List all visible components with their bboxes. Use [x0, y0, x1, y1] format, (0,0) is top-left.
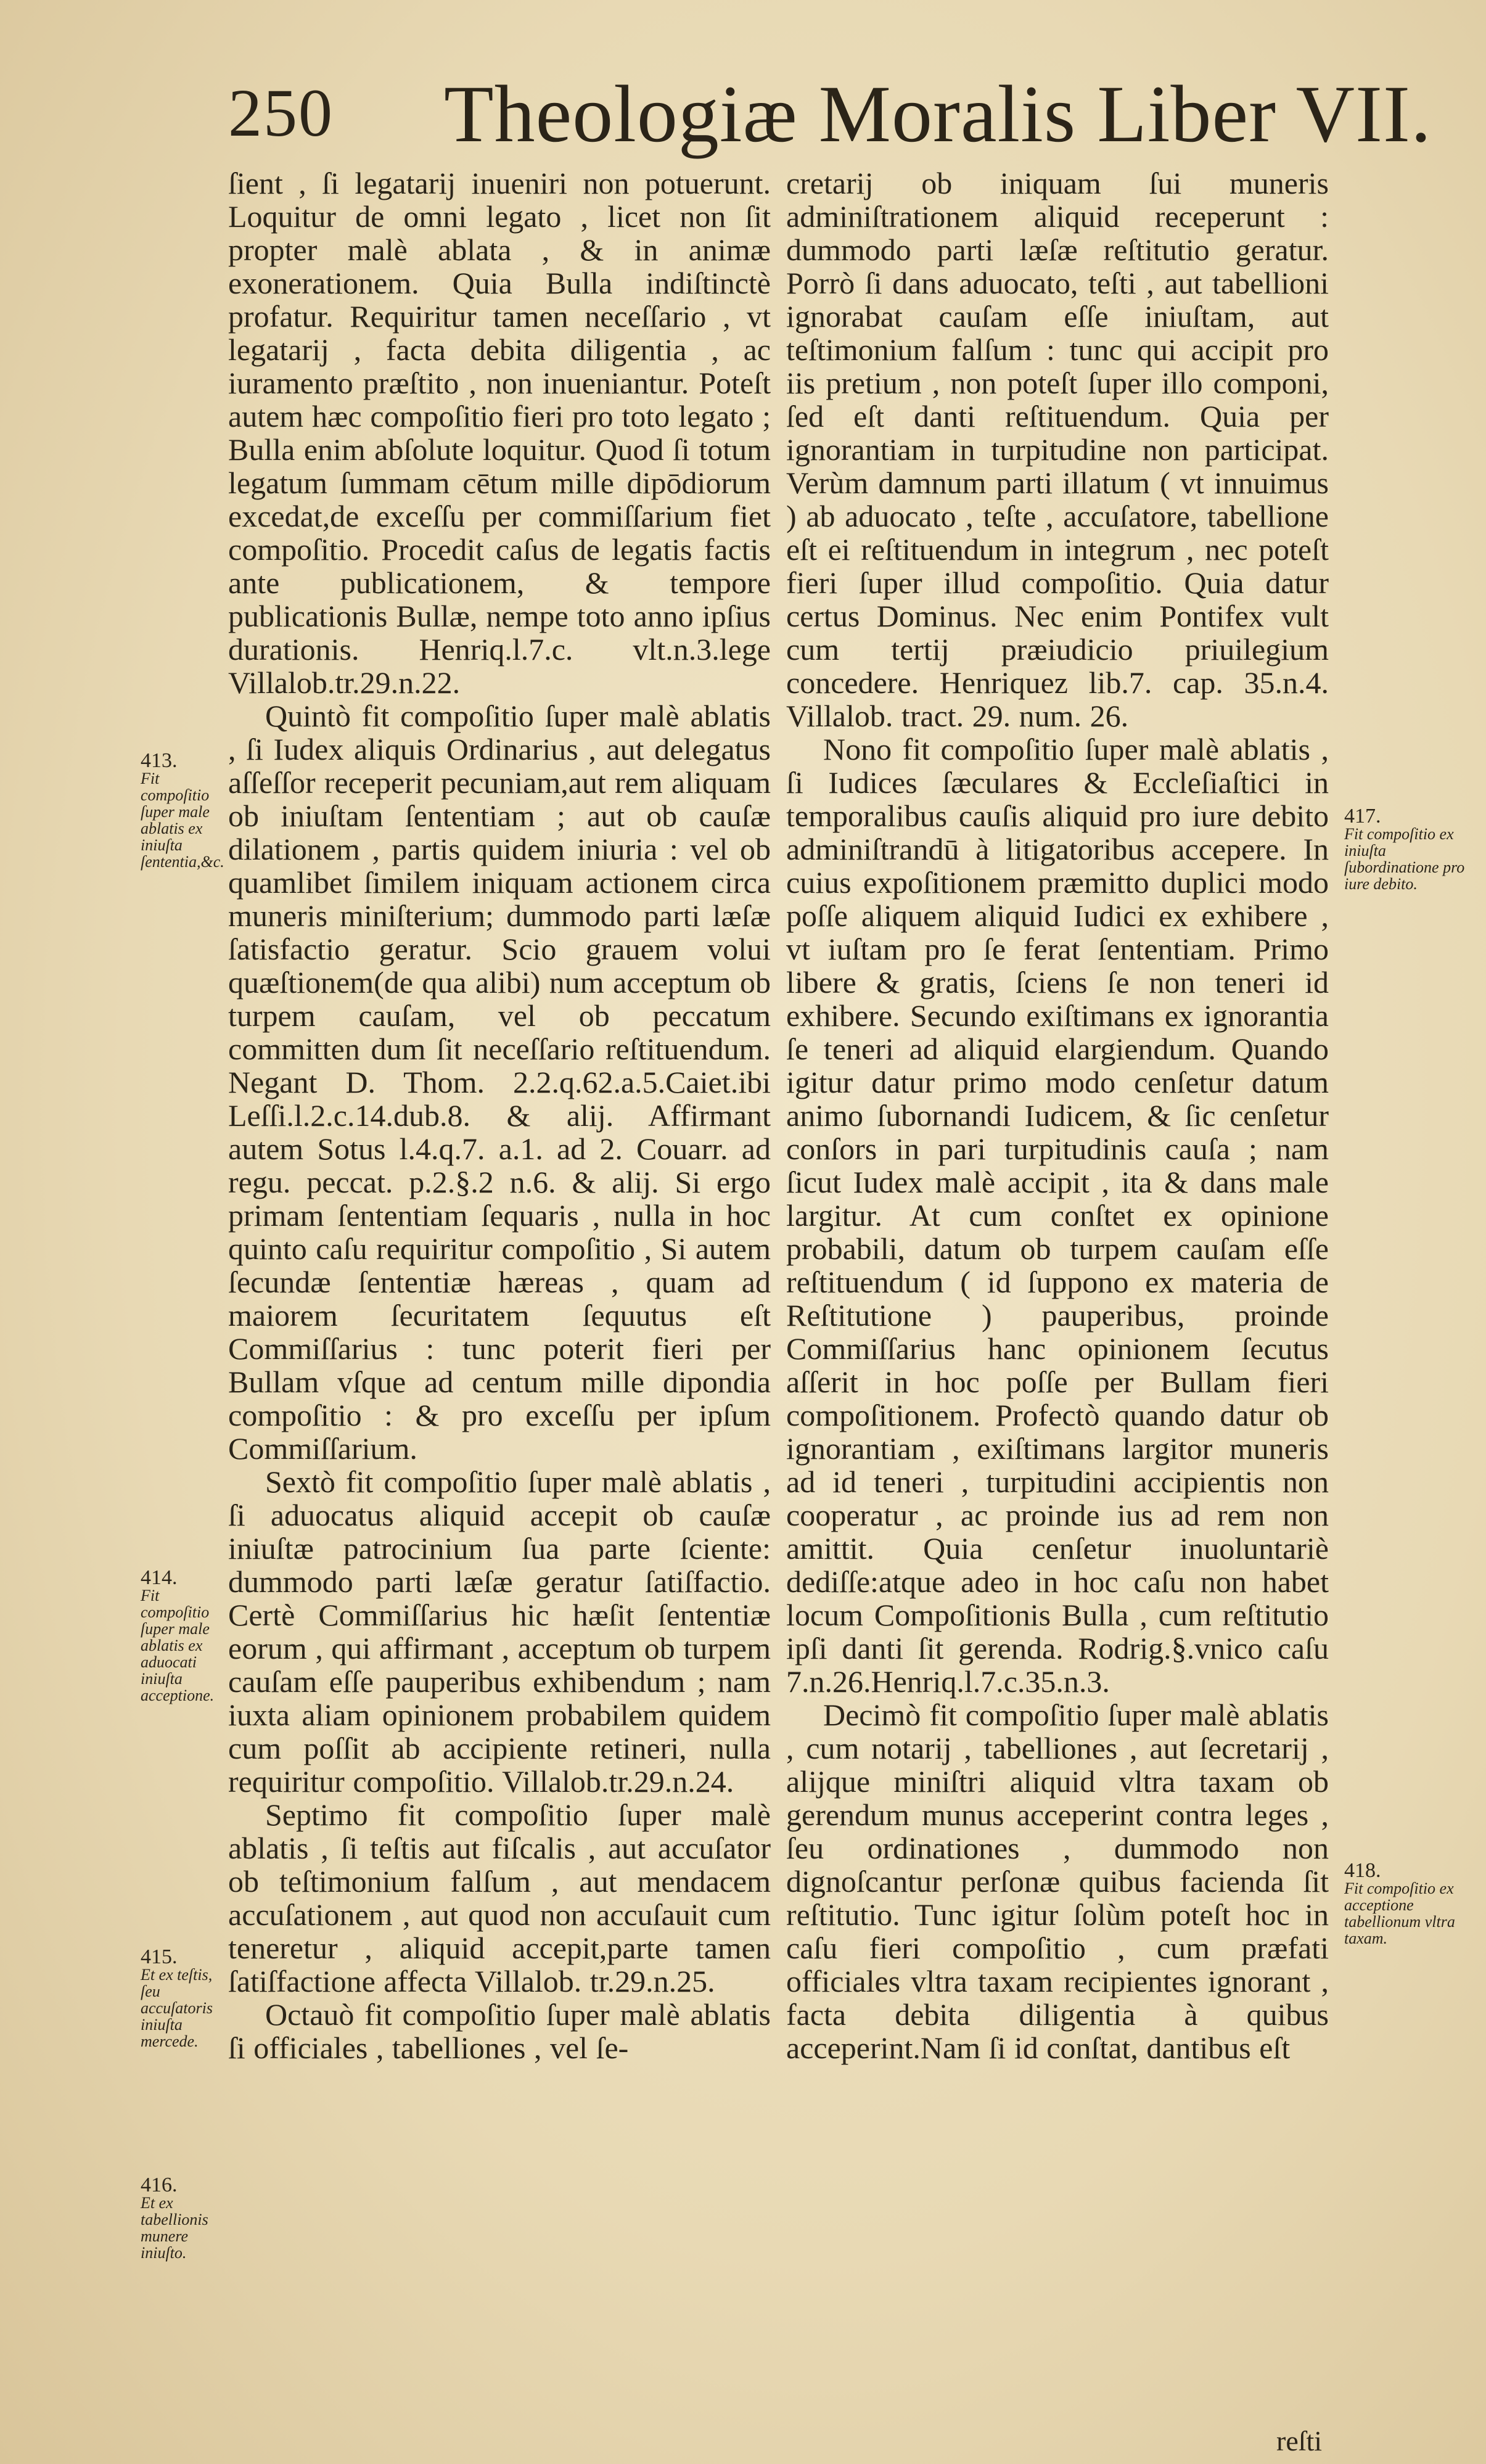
right-column — [786, 166, 1329, 2064]
paragraph: ſient , ſi legatarij inueniri non potuerunt. Loquitur de omni legato , licet non ſit propter malè ablata , & in animæ exonerationem. Quia Bulla indiſtinctè profatur. Requiritur tamen neceſſario , vt legatarij , facta debita diligentia , ac iuramento præſtito , non inueniantur. Poteſt autem hæc compoſitio fieri pro toto legato ; Bulla enim abſolute loquitur. Quod ſi totum legatum ſummam cētum mille dipōdiorum excedat,de exceſſu per commiſſarium fiet compoſitio. Procedit caſus de legatis factis ante publicationem, & tempore publicationis Bullæ, nempe toto anno ipſius durationis. Henriq.l.7.c. vlt.n.3.lege Villalob.tr.29.n.22. — [228, 166, 771, 700]
margin-note-number: 416. — [141, 2174, 178, 2196]
margin-note-418 — [1344, 1859, 1474, 1947]
paragraph: Decimò fit compoſitio ſuper malè ablatis , cum notarij , tabelliones , aut ſecretarij , alijque miniſtri aliquid vltra taxam ob gerendum munus acceperint contra leges , ſeu ordinationes , dummodo non dignoſcantur perſonæ quibus facienda ſit reſtitutio. Tunc igitur ſolùm poteſt hoc in caſu fieri compoſitio , cum præfati officiales vltra taxam recipientes ignorant , facta debita diligentia à quibus acceperint.Nam ſi id conſtat, dantibus eſt — [786, 1698, 1329, 2065]
page-number: 250 — [228, 75, 334, 150]
paragraph: Quintò fit compoſitio ſuper malè ablatis , ſi Iudex aliquis Ordinarius , aut delegatus aſſeſſor receperit pecuniam,aut rem aliquam ob iniuſtam ſententiam ; aut ob cauſæ dilationem , partis quidem iniuria : vel ob quamlibet ſimilem iniquam actionem circa muneris miniſterium; dummodo parti læſæ ſatisfactio geratur. Scio grauem volui quæſtionem(de qua alibi) num acceptum ob turpem cauſam, vel ob peccatum committen dum ſit neceſſario reſtituendum. Negant D. Thom. 2.2.q.62.a.5.Caiet.ibi Leſſi.l.2.c.14.dub.8. & alij. Affirmant autem Sotus l.4.q.7. a.1. ad 2. Couarr. ad regu. peccat. p.2.§.2 n.6. & alij. Si ergo primam ſententiam ſequaris , nulla in hoc quinto caſu requiritur compoſitio , Si autem ſecundæ ſententiæ hæreas , quam ad maiorem ſecuritatem ſequutus eſt Commiſſarius : tunc poterit fieri per Bullam vſque ad centum mille dipondia compoſitio : & pro exceſſu per ipſum Commiſſarium. — [228, 699, 771, 1466]
paragraph: Nono fit compoſitio ſuper malè ablatis , ſi Iudices ſæculares & Eccleſiaſtici in temporalibus cauſis aliquid pro iure debito adminiſtrandū à litigatoribus accepere. In cuius expoſitionem præmitto duplici modo poſſe aliquem aliquid Iudici ex exhibere , vt iuſtam pro ſe ferat ſententiam. Primo libere & gratis, ſciens ſe non teneri id exhibere. Secundo exiſtimans ex ignorantia ſe teneri ad aliquid elargiendum. Quando igitur datur primo modo cenſetur datum animo ſubornandi Iudicem, & ſic cenſetur conſors in pari turpitudinis cauſa ; nam ſicut Iudex malè accipit , ita & dans male largitur. At cum conſtet ex opinione probabili, datum ob turpem cauſam eſſe reſtituendum ( id ſuppono ex materia de Reſtitutione ) pauperibus, proinde Commiſſarius hanc opinionem ſecutus aſſerit in hoc poſſe per Bullam fieri compoſitionem. Profectò quando datur ob ignorantiam , exiſtimans largitor muneris ad id teneri , turpitudini accipientis non cooperatur , ac proinde ius ad rem non amittit. Quia cenſetur inuoluntariè dediſſe:atque adeo in hoc caſu non habet locum Compoſitionis Bulla , cum reſtitutio ipſi danti ſit gerenda. Rodrig.§.vnico caſu 7.n.26.Henriq.l.7.c.35.n.3. — [786, 732, 1329, 1699]
margin-note-text: Et ex teſtis, ſeu accuſatoris iniuſta mercede. — [141, 1966, 213, 2050]
margin-note-number: 417. — [1344, 805, 1381, 827]
margin-note-416 — [141, 2174, 227, 2262]
paragraph: cretarij ob iniquam ſui muneris adminiſtrationem aliquid receperunt : dummodo parti læſæ reſtitutio geratur. Porrò ſi dans aduocato, teſti , aut tabellioni ignorabat cauſam eſſe iniuſtam, aut teſtimonium falſum : tunc qui accipit pro iis pretium , non poteſt ſuper illo componi, ſed eſt danti reſtituendum. Quia per ignorantiam in turpitudine non participat. Verùm damnum parti illatum ( vt innuimus ) ab aduocato , teſte , accuſatore, tabellione eſt ei reſtituendum in integrum , nec poteſt fieri ſuper illud compoſitio. Quia datur certus Dominus. Nec enim Pontifex vult cum tertij præiudicio priuilegium concedere. Henriquez lib.7. cap. 35.n.4. Villalob. tract. 29. num. 26. — [786, 166, 1329, 733]
margin-note-415 — [141, 1945, 227, 2050]
paragraph: Octauò fit compoſitio ſuper malè ablatis ſi officiales , tabelliones , vel ſe- — [228, 1997, 771, 2065]
paragraph: Septimo fit compoſitio ſuper malè ablatis , ſi teſtis aut fiſcalis , aut accuſator ob teſtimonium falſum , aut mendacem accuſationem , aut quod non accuſauit cum teneretur , aliquid accepit,parte tamen ſatiſfactione affecta Villalob. tr.29.n.25. — [228, 1797, 771, 1998]
margin-note-text: Et ex tabellionis munere iniuſto. — [141, 2194, 208, 2262]
margin-note-413 — [141, 749, 227, 871]
catchword: reſti — [1276, 2425, 1323, 2457]
margin-note-number: 418. — [1344, 1859, 1381, 1882]
running-title: Theologiæ Moralis Liber VII. — [444, 68, 1432, 159]
margin-note-417 — [1344, 805, 1474, 893]
margin-note-number: 413. — [141, 749, 178, 772]
page-header — [228, 68, 1432, 160]
margin-note-number: 415. — [141, 1945, 178, 1968]
margin-note-text: Fit compoſitio ſuper male ablatis ex aduocati iniuſta acceptione. — [141, 1587, 215, 1704]
paragraph: Sextò fit compoſitio ſuper malè ablatis , ſi aduocatus aliquid accepit ob cauſæ iniuſtæ patrocinium ſua parte ſciente: dummodo parti læſæ geratur ſatiſfactio. Certè Commiſſarius hic hæſit ſententiæ eorum , qui affirmant , acceptum ob turpem cauſam eſſe pauperibus exhibendum ; nam iuxta aliam opinionem probabilem quidem cum poſſit ab accipiente retineri, nulla requiritur compoſitio. Villalob.tr.29.n.24. — [228, 1464, 771, 1799]
margin-note-number: 414. — [141, 1566, 178, 1589]
margin-note-text: Fit compoſitio ex iniuſta ſubordinatione pro iure debito. — [1344, 825, 1465, 893]
margin-note-text: Fit compoſitio ex acceptione tabellionum vltra taxam. — [1344, 1879, 1455, 1947]
margin-note-414 — [141, 1566, 227, 1704]
margin-note-text: Fit compoſitio ſuper male ablatis ex iniuſta ſententia,&c. — [141, 770, 224, 871]
left-column — [228, 166, 771, 2064]
